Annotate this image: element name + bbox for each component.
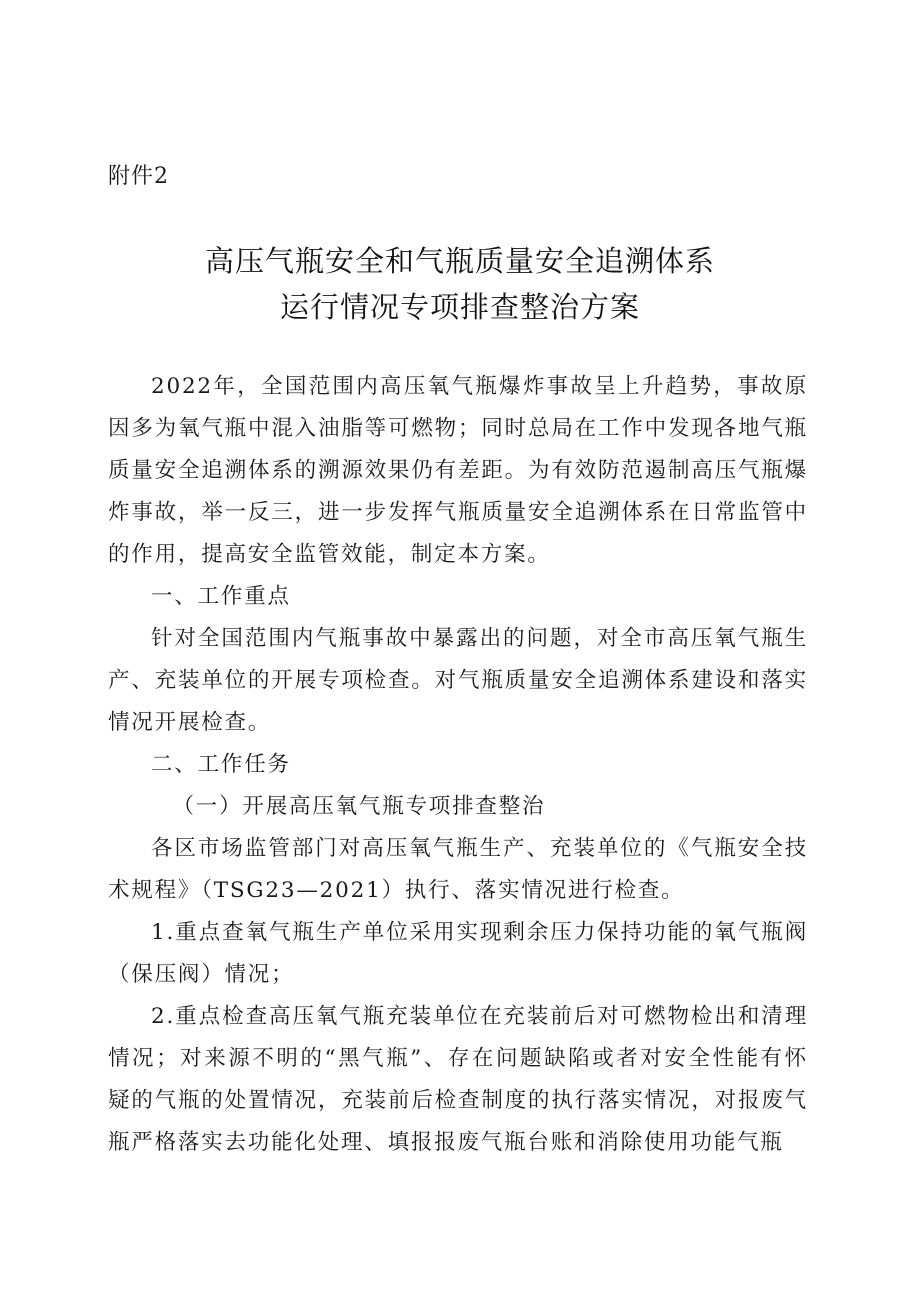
work-focus-paragraph: 针对全国范围内气瓶事故中暴露出的问题，对全市高压氧气瓶生产、充装单位的开展专项检查。对气瓶质量安全追溯体系建设和落实情况开展检查。 xyxy=(108,626,808,735)
document-title-line-2: 运行情况专项排查整治方案 xyxy=(279,290,640,324)
inspection-paragraph: 各区市场监管部门对高压氧气瓶生产、充装单位的《气瓶安全技术规程》（TSG23—2021）执行、落实情况进行检查。 xyxy=(108,836,808,903)
subsection-heading-inspection: （一）开展高压氧气瓶专项排查整治 xyxy=(172,794,546,819)
section-heading-work-focus: 一、工作重点 xyxy=(151,584,291,609)
attachment-label: 附件2 xyxy=(108,164,169,189)
task-item-1: 1.重点查氧气瓶生产单位采用实现剩余压力保持功能的氧气瓶阀（保压阀）情况； xyxy=(108,920,808,987)
section-heading-work-tasks: 二、工作任务 xyxy=(151,752,291,777)
document-body xyxy=(108,366,808,1164)
task-item-2: 2.重点检查高压氧气瓶充装单位在充装前后对可燃物检出和清理情况；对来源不明的“黑气瓶”、存在问题缺陷或者对安全性能有怀疑的气瓶的处置情况，充装前后检查制度的执行落实情况，对报废气瓶严格落实去功能化处理、填报报废气瓶台账和消除使用功能气瓶 xyxy=(108,1004,808,1155)
intro-paragraph: 2022年，全国范围内高压氧气瓶爆炸事故呈上升趋势，事故原因多为氧气瓶中混入油脂等可燃物；同时总局在工作中发现各地气瓶质量安全追溯体系的溯源效果仍有差距。为有效防范遏制高压气瓶爆炸事故，举一反三，进一步发挥气瓶质量安全追溯体系在日常监管中的作用，提高安全监管效能，制定本方案。 xyxy=(108,374,808,567)
document-title-line-1: 高压气瓶安全和气瓶质量安全追溯体系 xyxy=(204,244,715,278)
